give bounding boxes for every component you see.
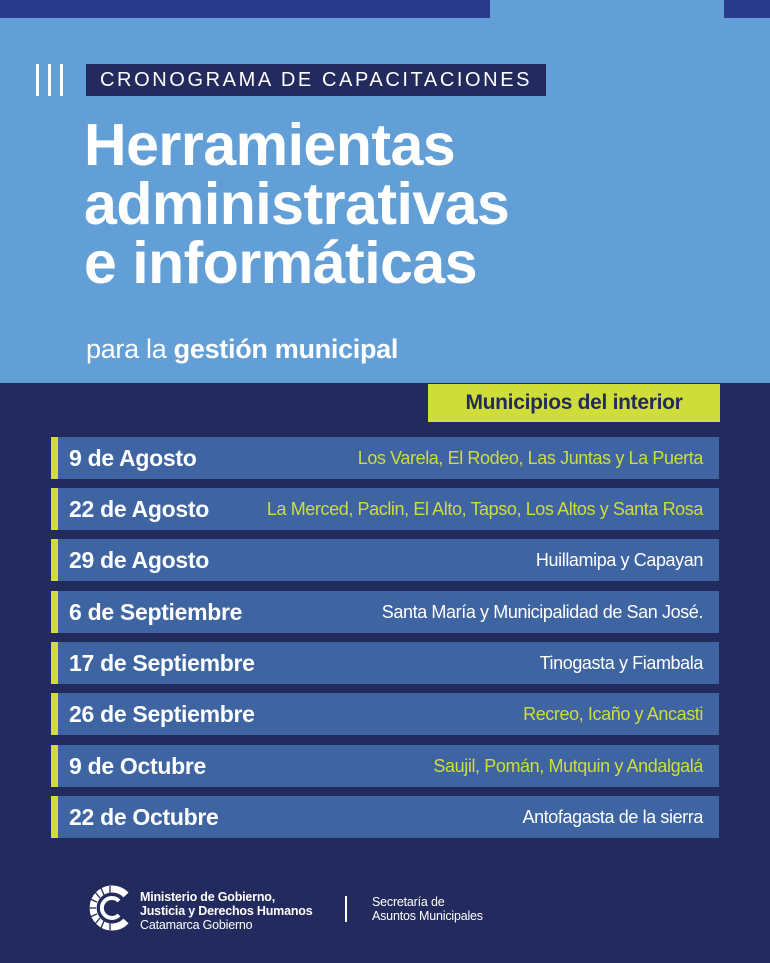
schedule-date: 9 de Agosto: [69, 445, 197, 471]
schedule-places: La Merced, Paclin, El Alto, Tapso, Los Altos y Santa Rosa: [266, 499, 703, 519]
title-line: administrativas: [84, 171, 510, 237]
schedule-date: 17 de Septiembre: [69, 650, 255, 676]
schedule-places: Huillamipa y Capayan: [535, 550, 703, 570]
schedule-row: [51, 488, 719, 530]
catamarca-c-logo-icon: [86, 884, 134, 932]
title-line: e informáticas: [84, 230, 478, 296]
schedule-date: 6 de Septiembre: [69, 599, 243, 625]
schedule-places: Los Varela, El Rodeo, Las Juntas y La Puerta: [357, 448, 703, 468]
secretaria-line: Secretaría de: [372, 895, 445, 909]
schedule-row: [51, 796, 719, 838]
subtitle: [86, 332, 398, 366]
schedule-row: [51, 693, 719, 735]
schedule-date: 22 de Octubre: [69, 804, 219, 830]
decorative-bars: [36, 64, 63, 96]
section-tag: Municipios del interior: [428, 384, 720, 422]
title-line: Herramientas: [84, 112, 456, 178]
schedule-date: 26 de Septiembre: [69, 701, 255, 727]
ministry-line: Justicia y Derechos Humanos: [140, 904, 313, 918]
schedule-date: 9 de Octubre: [69, 753, 206, 779]
top-accent-bar-left: [0, 0, 490, 18]
schedule-places: Tinogasta y Fiambala: [539, 653, 703, 673]
subtitle-bold: gestión municipal: [173, 334, 399, 364]
schedule-date: 22 de Agosto: [69, 496, 209, 522]
schedule-places: Saujil, Pomán, Mutquin y Andalgalá: [433, 756, 703, 776]
schedule-row: [51, 745, 719, 787]
kicker-label: CRONOGRAMA DE CAPACITACIONES: [86, 64, 546, 96]
subtitle-regular: para la: [86, 334, 174, 364]
schedule-row: [51, 591, 719, 633]
schedule-places: Recreo, Icaño y Ancasti: [523, 704, 703, 724]
top-accent-bar-right: [724, 0, 770, 18]
secretaria-name: [372, 895, 483, 923]
schedule-row: [51, 642, 719, 684]
hero-notch: [490, 0, 724, 18]
ministry-line: Catamarca Gobierno: [140, 918, 253, 932]
schedule-date: 29 de Agosto: [69, 547, 209, 573]
schedule-places: Antofagasta de la sierra: [522, 807, 703, 827]
footer-divider: [345, 896, 347, 922]
ministry-name: [140, 890, 312, 932]
page-title: [84, 112, 744, 296]
ministry-line: Ministerio de Gobierno,: [140, 890, 275, 904]
secretaria-line: Asuntos Municipales: [372, 909, 483, 923]
schedule-row: [51, 437, 719, 479]
schedule-row: [51, 539, 719, 581]
schedule-places: Santa María y Municipalidad de San José.: [381, 602, 703, 622]
